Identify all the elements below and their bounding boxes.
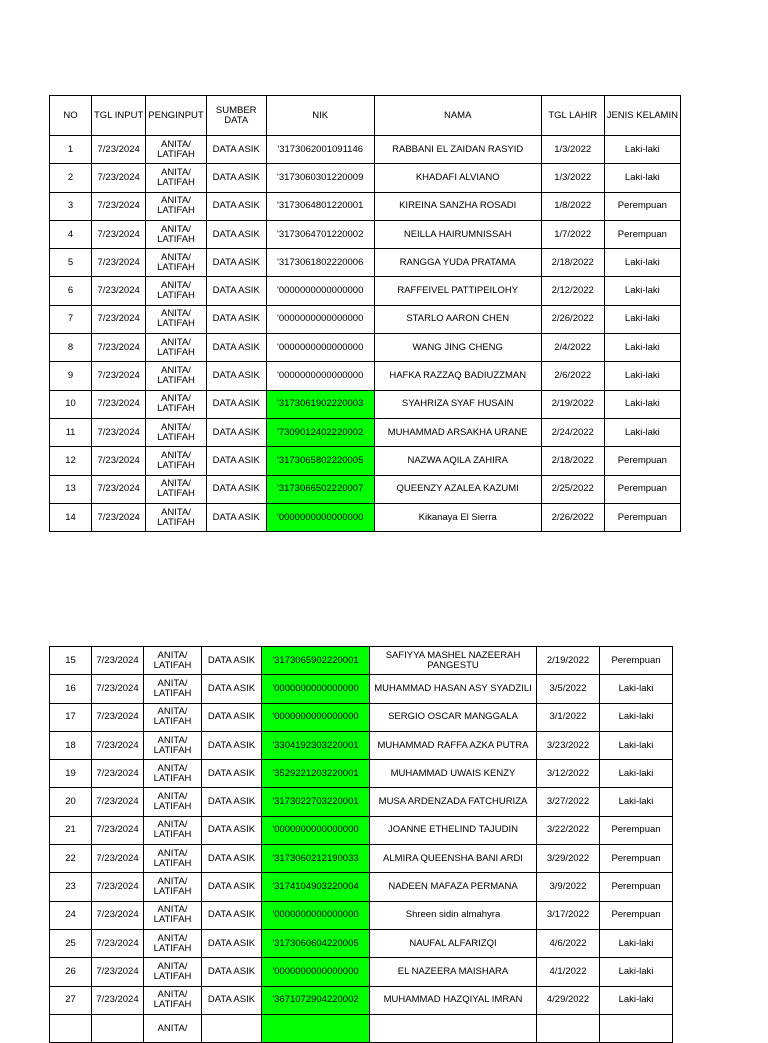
cell-tgl-lahir: 3/27/2022 <box>537 788 600 816</box>
cell-sumber-data: DATA ASIK <box>206 362 266 390</box>
cell-tgl-lahir: 2/12/2022 <box>541 277 604 305</box>
cell-sumber-data: DATA ASIK <box>206 418 266 446</box>
table-row <box>50 929 673 957</box>
header-tgl-input: TGL INPUT <box>92 96 146 136</box>
cell-sumber-data: DATA ASIK <box>206 136 266 164</box>
cell-penginput: ANITA/ LATIFAH <box>146 305 206 333</box>
cell-nama: NEILLA HAIRUMNISSAH <box>374 220 541 248</box>
cell-nik: '0000000000000000 <box>262 901 370 929</box>
cell-tgl-input: 7/23/2024 <box>92 475 146 503</box>
cell-nama: JOANNE ETHELIND TAJUDIN <box>370 816 537 844</box>
cell-sumber-data: DATA ASIK <box>202 703 262 731</box>
cell-penginput: ANITA/ LATIFAH <box>144 845 202 873</box>
cell-tgl-lahir: 1/3/2022 <box>541 164 604 192</box>
cell-sumber-data: DATA ASIK <box>202 731 262 759</box>
table-row <box>50 305 681 333</box>
cell-jenis-kelamin: Perempuan <box>600 647 673 675</box>
cell-nik: '3173060604220005 <box>262 929 370 957</box>
cell-penginput: ANITA/ LATIFAH <box>144 958 202 986</box>
cell-tgl-lahir: 1/8/2022 <box>541 192 604 220</box>
cell-jenis-kelamin: Laki-laki <box>604 249 680 277</box>
cell-no: 1 <box>50 136 92 164</box>
cell-nama: KHADAFI ALVIANO <box>374 164 541 192</box>
cell-nik: '0000000000000000 <box>266 362 374 390</box>
cell-penginput: ANITA/ <box>144 1014 202 1042</box>
cell-jenis-kelamin: Perempuan <box>604 220 680 248</box>
cell-no: 14 <box>50 503 92 531</box>
cell-tgl-input: 7/23/2024 <box>92 503 146 531</box>
cell-tgl-lahir: 4/1/2022 <box>537 958 600 986</box>
cell-jenis-kelamin: Laki-laki <box>600 675 673 703</box>
cell-nik: '0000000000000000 <box>262 816 370 844</box>
table-row <box>50 1014 673 1042</box>
table-row <box>50 136 681 164</box>
cell-sumber-data: DATA ASIK <box>202 788 262 816</box>
cell-no: 2 <box>50 164 92 192</box>
header-nama: NAMA <box>374 96 541 136</box>
table-row <box>50 760 673 788</box>
cell-sumber-data: DATA ASIK <box>202 901 262 929</box>
cell-jenis-kelamin: Perempuan <box>600 845 673 873</box>
cell-nama <box>370 1014 537 1042</box>
cell-tgl-lahir: 2/4/2022 <box>541 334 604 362</box>
cell-jenis-kelamin: Laki-laki <box>604 334 680 362</box>
cell-nik: '0000000000000000 <box>262 675 370 703</box>
cell-tgl-lahir: 2/18/2022 <box>541 249 604 277</box>
table-row <box>50 731 673 759</box>
cell-tgl-input: 7/23/2024 <box>92 334 146 362</box>
cell-sumber-data: DATA ASIK <box>206 277 266 305</box>
cell-penginput: ANITA/ LATIFAH <box>144 901 202 929</box>
cell-nama: RANGGA YUDA PRATAMA <box>374 249 541 277</box>
cell-no: 9 <box>50 362 92 390</box>
cell-sumber-data: DATA ASIK <box>206 305 266 333</box>
cell-jenis-kelamin: Perempuan <box>604 192 680 220</box>
cell-nik: '0000000000000000 <box>266 277 374 305</box>
cell-nama: MUHAMMAD UWAIS KENZY <box>370 760 537 788</box>
cell-no: 17 <box>50 703 92 731</box>
cell-no: 6 <box>50 277 92 305</box>
cell-sumber-data: DATA ASIK <box>206 220 266 248</box>
cell-no: 25 <box>50 929 92 957</box>
cell-nik: '0000000000000000 <box>266 334 374 362</box>
cell-jenis-kelamin: Laki-laki <box>600 958 673 986</box>
cell-nama: HAFKA RAZZAQ BADIUZZMAN <box>374 362 541 390</box>
cell-penginput: ANITA/ LATIFAH <box>144 731 202 759</box>
cell-penginput: ANITA/ LATIFAH <box>146 220 206 248</box>
cell-sumber-data: DATA ASIK <box>206 192 266 220</box>
cell-no: 8 <box>50 334 92 362</box>
cell-nama: MUSA ARDENZADA FATCHURIZA <box>370 788 537 816</box>
cell-jenis-kelamin: Laki-laki <box>600 703 673 731</box>
cell-nama: NAUFAL ALFARIZQI <box>370 929 537 957</box>
cell-no: 23 <box>50 873 92 901</box>
cell-penginput: ANITA/ LATIFAH <box>146 390 206 418</box>
cell-sumber-data: DATA ASIK <box>206 447 266 475</box>
cell-tgl-lahir: 4/29/2022 <box>537 986 600 1014</box>
cell-nama: QUEENZY AZALEA KAZUMI <box>374 475 541 503</box>
table-row <box>50 220 681 248</box>
cell-sumber-data: DATA ASIK <box>202 873 262 901</box>
table-row <box>50 277 681 305</box>
cell-no: 24 <box>50 901 92 929</box>
cell-penginput: ANITA/ LATIFAH <box>144 703 202 731</box>
cell-tgl-lahir: 4/6/2022 <box>537 929 600 957</box>
table-row <box>50 788 673 816</box>
cell-penginput: ANITA/ LATIFAH <box>144 788 202 816</box>
cell-tgl-lahir: 2/18/2022 <box>541 447 604 475</box>
cell-jenis-kelamin: Laki-laki <box>604 277 680 305</box>
cell-no: 18 <box>50 731 92 759</box>
header-jenis-kelamin: JENIS KELAMIN <box>604 96 680 136</box>
cell-jenis-kelamin: Laki-laki <box>604 418 680 446</box>
cell-tgl-lahir: 3/29/2022 <box>537 845 600 873</box>
cell-nama: SAFIYYA MASHEL NAZEERAH PANGESTU <box>370 647 537 675</box>
cell-sumber-data: DATA ASIK <box>202 958 262 986</box>
cell-tgl-lahir: 2/25/2022 <box>541 475 604 503</box>
cell-penginput: ANITA/ LATIFAH <box>144 929 202 957</box>
cell-no: 15 <box>50 647 92 675</box>
cell-no: 5 <box>50 249 92 277</box>
header-penginput: PENGINPUT <box>146 96 206 136</box>
cell-nik: '3173060212190033 <box>262 845 370 873</box>
cell-no: 22 <box>50 845 92 873</box>
cell-nik <box>262 1014 370 1042</box>
cell-jenis-kelamin: Laki-laki <box>600 788 673 816</box>
cell-tgl-input: 7/23/2024 <box>92 418 146 446</box>
cell-nik: '7309012402220002 <box>266 418 374 446</box>
cell-nik: '0000000000000000 <box>266 503 374 531</box>
cell-no: 7 <box>50 305 92 333</box>
cell-penginput: ANITA/ LATIFAH <box>144 675 202 703</box>
cell-tgl-lahir: 2/19/2022 <box>537 647 600 675</box>
cell-jenis-kelamin: Perempuan <box>604 447 680 475</box>
cell-tgl-lahir: 2/6/2022 <box>541 362 604 390</box>
cell-tgl-input: 7/23/2024 <box>92 277 146 305</box>
table-row <box>50 647 673 675</box>
cell-nama: WANG JING CHENG <box>374 334 541 362</box>
cell-penginput: ANITA/ LATIFAH <box>146 277 206 305</box>
cell-nama: RABBANI EL ZAIDAN RASYID <box>374 136 541 164</box>
cell-tgl-input: 7/23/2024 <box>92 305 146 333</box>
cell-tgl-input: 7/23/2024 <box>92 192 146 220</box>
table-row <box>50 390 681 418</box>
cell-sumber-data: DATA ASIK <box>202 986 262 1014</box>
table-row <box>50 675 673 703</box>
cell-tgl-lahir: 2/24/2022 <box>541 418 604 446</box>
cell-no: 26 <box>50 958 92 986</box>
cell-tgl-input: 7/23/2024 <box>92 362 146 390</box>
cell-tgl-input: 7/23/2024 <box>92 816 144 844</box>
cell-tgl-lahir: 3/12/2022 <box>537 760 600 788</box>
cell-no: 16 <box>50 675 92 703</box>
cell-nama: MUHAMMAD HASAN ASY SYADZILI <box>370 675 537 703</box>
data-table-2 <box>49 646 673 1043</box>
cell-sumber-data: DATA ASIK <box>206 475 266 503</box>
cell-no: 20 <box>50 788 92 816</box>
cell-no: 27 <box>50 986 92 1014</box>
cell-tgl-input <box>92 1014 144 1042</box>
cell-sumber-data: DATA ASIK <box>202 760 262 788</box>
cell-penginput: ANITA/ LATIFAH <box>146 362 206 390</box>
cell-tgl-input: 7/23/2024 <box>92 447 146 475</box>
cell-nama: MUHAMMAD ARSAKHA URANE <box>374 418 541 446</box>
cell-tgl-input: 7/23/2024 <box>92 901 144 929</box>
cell-tgl-input: 7/23/2024 <box>92 164 146 192</box>
cell-jenis-kelamin: Laki-laki <box>600 929 673 957</box>
cell-nama: RAFFEIVEL PATTIPEILOHY <box>374 277 541 305</box>
cell-penginput: ANITA/ LATIFAH <box>144 816 202 844</box>
cell-tgl-input: 7/23/2024 <box>92 958 144 986</box>
cell-penginput: ANITA/ LATIFAH <box>144 647 202 675</box>
header-tgl-lahir: TGL LAHIR <box>541 96 604 136</box>
cell-tgl-lahir <box>537 1014 600 1042</box>
cell-nik: '3173060301220009 <box>266 164 374 192</box>
cell-penginput: ANITA/ LATIFAH <box>144 760 202 788</box>
cell-sumber-data: DATA ASIK <box>206 249 266 277</box>
cell-nama: MUHAMMAD RAFFA AZKA PUTRA <box>370 731 537 759</box>
cell-nama: KIREINA SANZHA ROSADI <box>374 192 541 220</box>
cell-tgl-input: 7/23/2024 <box>92 136 146 164</box>
cell-nik: '3173064801220001 <box>266 192 374 220</box>
cell-penginput: ANITA/ LATIFAH <box>144 986 202 1014</box>
cell-nik: '3173065902220001 <box>262 647 370 675</box>
cell-tgl-input: 7/23/2024 <box>92 647 144 675</box>
cell-no: 10 <box>50 390 92 418</box>
cell-sumber-data: DATA ASIK <box>202 816 262 844</box>
cell-no: 12 <box>50 447 92 475</box>
cell-tgl-input: 7/23/2024 <box>92 731 144 759</box>
cell-penginput: ANITA/ LATIFAH <box>146 334 206 362</box>
cell-jenis-kelamin: Laki-laki <box>600 986 673 1014</box>
cell-tgl-input: 7/23/2024 <box>92 845 144 873</box>
cell-tgl-lahir: 1/3/2022 <box>541 136 604 164</box>
cell-no: 4 <box>50 220 92 248</box>
cell-jenis-kelamin: Perempuan <box>604 503 680 531</box>
cell-tgl-input: 7/23/2024 <box>92 929 144 957</box>
cell-nik: '3173065802220005 <box>266 447 374 475</box>
cell-jenis-kelamin: Laki-laki <box>600 731 673 759</box>
table-row <box>50 362 681 390</box>
cell-tgl-lahir: 2/26/2022 <box>541 305 604 333</box>
cell-jenis-kelamin: Laki-laki <box>604 164 680 192</box>
cell-nik: '3173061802220006 <box>266 249 374 277</box>
cell-penginput: ANITA/ LATIFAH <box>146 418 206 446</box>
cell-penginput: ANITA/ LATIFAH <box>146 136 206 164</box>
cell-tgl-lahir: 2/19/2022 <box>541 390 604 418</box>
cell-tgl-input: 7/23/2024 <box>92 873 144 901</box>
cell-penginput: ANITA/ LATIFAH <box>146 192 206 220</box>
cell-no: 3 <box>50 192 92 220</box>
table-row <box>50 418 681 446</box>
cell-penginput: ANITA/ LATIFAH <box>144 873 202 901</box>
cell-nama: Kikanaya El Sierra <box>374 503 541 531</box>
cell-nik: '3173022703220001 <box>262 788 370 816</box>
cell-tgl-input: 7/23/2024 <box>92 760 144 788</box>
cell-jenis-kelamin <box>600 1014 673 1042</box>
cell-sumber-data: DATA ASIK <box>206 503 266 531</box>
cell-nama: STARLO AARON CHEN <box>374 305 541 333</box>
cell-tgl-lahir: 3/5/2022 <box>537 675 600 703</box>
table-row <box>50 164 681 192</box>
cell-nik: '3173062001091146 <box>266 136 374 164</box>
table-header-row <box>50 96 681 136</box>
cell-tgl-lahir: 3/17/2022 <box>537 901 600 929</box>
table-row <box>50 816 673 844</box>
cell-nama: NAZWA AQILA ZAHIRA <box>374 447 541 475</box>
cell-penginput: ANITA/ LATIFAH <box>146 475 206 503</box>
cell-jenis-kelamin: Laki-laki <box>604 390 680 418</box>
cell-nik: '3174104903220004 <box>262 873 370 901</box>
cell-tgl-input: 7/23/2024 <box>92 703 144 731</box>
cell-nik: '3671072904220002 <box>262 986 370 1014</box>
cell-jenis-kelamin: Laki-laki <box>604 305 680 333</box>
table-row <box>50 873 673 901</box>
cell-tgl-input: 7/23/2024 <box>92 249 146 277</box>
cell-penginput: ANITA/ LATIFAH <box>146 503 206 531</box>
cell-tgl-lahir: 3/1/2022 <box>537 703 600 731</box>
cell-sumber-data: DATA ASIK <box>202 929 262 957</box>
cell-no: 11 <box>50 418 92 446</box>
cell-penginput: ANITA/ LATIFAH <box>146 249 206 277</box>
cell-nama: Shreen sidin almahyra <box>370 901 537 929</box>
cell-nama: EL NAZEERA MAISHARA <box>370 958 537 986</box>
cell-tgl-lahir: 3/23/2022 <box>537 731 600 759</box>
cell-jenis-kelamin: Perempuan <box>600 816 673 844</box>
cell-tgl-lahir: 3/22/2022 <box>537 816 600 844</box>
cell-tgl-input: 7/23/2024 <box>92 390 146 418</box>
cell-sumber-data: DATA ASIK <box>206 334 266 362</box>
cell-sumber-data: DATA ASIK <box>206 390 266 418</box>
cell-no: 13 <box>50 475 92 503</box>
table-row <box>50 958 673 986</box>
table-row <box>50 192 681 220</box>
cell-nik: '3529221203220001 <box>262 760 370 788</box>
cell-penginput: ANITA/ LATIFAH <box>146 447 206 475</box>
cell-nama: NADEEN MAFAZA PERMANA <box>370 873 537 901</box>
cell-tgl-lahir: 2/26/2022 <box>541 503 604 531</box>
cell-no: 19 <box>50 760 92 788</box>
header-sumber-data: SUMBER DATA <box>206 96 266 136</box>
cell-no: 21 <box>50 816 92 844</box>
header-no: NO <box>50 96 92 136</box>
cell-nama: SERGIO OSCAR MANGGALA <box>370 703 537 731</box>
cell-tgl-lahir: 1/7/2022 <box>541 220 604 248</box>
cell-sumber-data: DATA ASIK <box>202 647 262 675</box>
cell-nik: '0000000000000000 <box>266 305 374 333</box>
table-row <box>50 475 681 503</box>
cell-nik: '3173061902220003 <box>266 390 374 418</box>
cell-nama: SYAHRIZA SYAF HUSAIN <box>374 390 541 418</box>
data-table-1 <box>49 95 681 532</box>
table-row <box>50 845 673 873</box>
cell-jenis-kelamin: Laki-laki <box>604 136 680 164</box>
cell-nama: ALMIRA QUEENSHA BANI ARDI <box>370 845 537 873</box>
table-row <box>50 901 673 929</box>
cell-sumber-data: DATA ASIK <box>202 845 262 873</box>
cell-tgl-input: 7/23/2024 <box>92 675 144 703</box>
cell-jenis-kelamin: Perempuan <box>604 475 680 503</box>
table-row <box>50 503 681 531</box>
table-row <box>50 447 681 475</box>
cell-jenis-kelamin: Laki-laki <box>600 760 673 788</box>
cell-jenis-kelamin: Perempuan <box>600 873 673 901</box>
cell-sumber-data: DATA ASIK <box>202 675 262 703</box>
cell-nik: '3173064701220002 <box>266 220 374 248</box>
cell-nik: '3304192303220001 <box>262 731 370 759</box>
cell-tgl-lahir: 3/9/2022 <box>537 873 600 901</box>
cell-tgl-input: 7/23/2024 <box>92 220 146 248</box>
cell-sumber-data <box>202 1014 262 1042</box>
cell-jenis-kelamin: Perempuan <box>600 901 673 929</box>
cell-no <box>50 1014 92 1042</box>
header-nik: NIK <box>266 96 374 136</box>
cell-nik: '0000000000000000 <box>262 703 370 731</box>
cell-nik: '3173066502220007 <box>266 475 374 503</box>
table-row <box>50 334 681 362</box>
table-row <box>50 986 673 1014</box>
cell-penginput: ANITA/ LATIFAH <box>146 164 206 192</box>
cell-sumber-data: DATA ASIK <box>206 164 266 192</box>
cell-tgl-input: 7/23/2024 <box>92 788 144 816</box>
cell-nama: MUHAMMAD HAZQIYAL IMRAN <box>370 986 537 1014</box>
cell-nik: '0000000000000000 <box>262 958 370 986</box>
cell-jenis-kelamin: Laki-laki <box>604 362 680 390</box>
table-row <box>50 249 681 277</box>
table-row <box>50 703 673 731</box>
cell-tgl-input: 7/23/2024 <box>92 986 144 1014</box>
